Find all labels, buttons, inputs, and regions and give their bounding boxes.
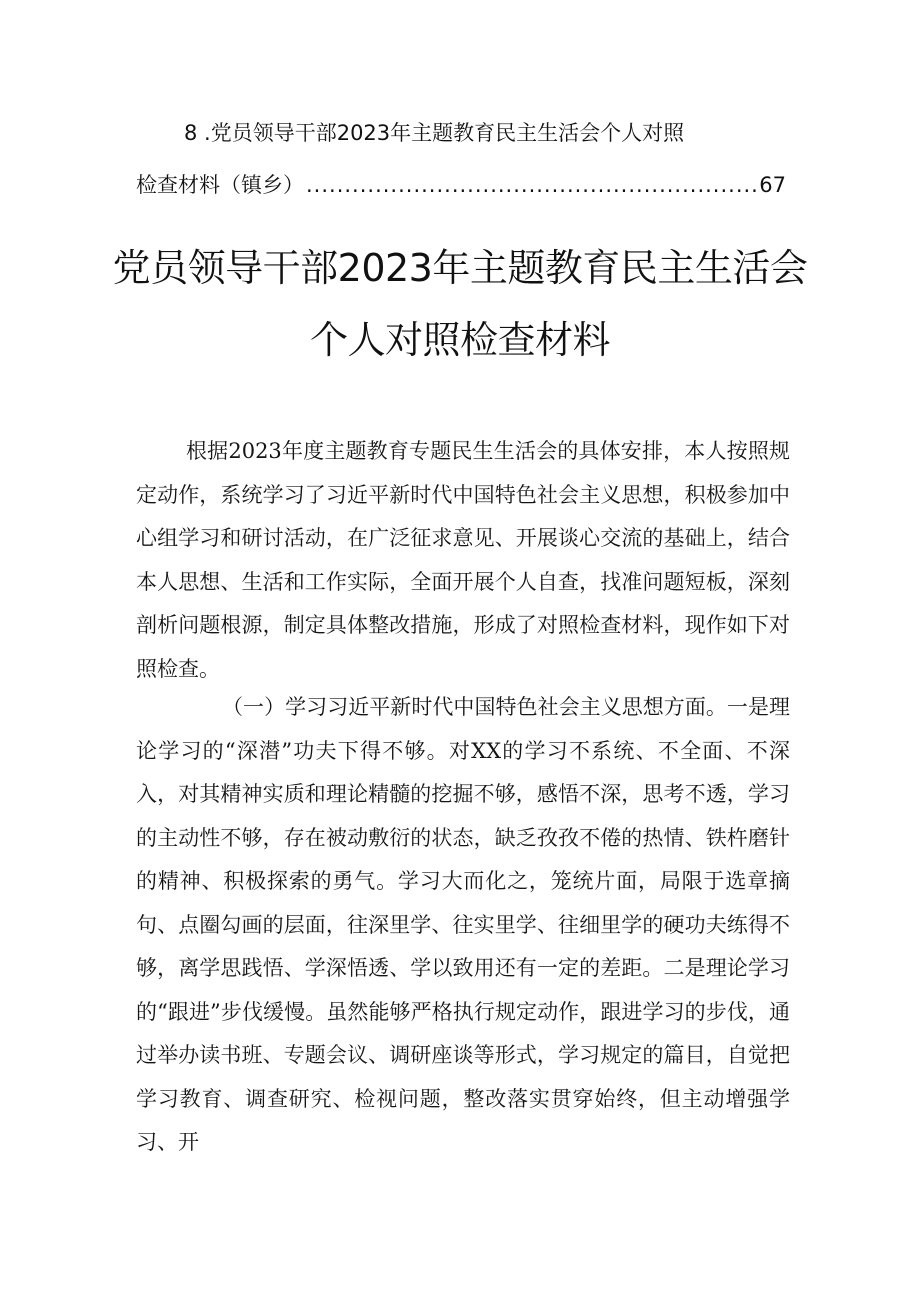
document-title-line-1: 党员领导干部2023年主题教育民主生活会 [112, 246, 808, 290]
document-title-line-2: 个人对照检查材料 [309, 318, 610, 362]
body-paragraph-section-1: （一）学习习近平新时代中国特色社会主义思想方面。一是理论学习的“深潜”功夫下得不够。对XX的学习不系统、不全面、不深入，对其精神实质和理论精髓的挖掘不够，感悟不深，思考不透，学习的主动性不够，存在被动敷衍的状态，缺乏孜孜不倦的热情、铁杵磨针的精神、积极探索的勇气。学习大而化之，笼统片面，局限于选章摘句、点圈勾画的层面，往深里学、往实里学、往细里学的硬功夫练得不够，离学思践悟、学深悟透、学以致用还有一定的差距。二是理论学习的“跟进”步伐缓慢。虽然能够严格执行规定动作，跟进学习的步伐，通过举办读书班、专题会议、调研座谈等形式，学习规定的篇目，自觉把学习教育、调查研究、检视问题，整改落实贯穿始终，但主动增强学习、开 [136, 695, 790, 1154]
toc-entry-title: 8 .党员领导干部2023年主题教育民主生活会个人对照 [184, 121, 685, 145]
body-paragraph-intro: 根据2023年度主题教育专题民生生活会的具体安排，本人按照规定动作，系统学习了习近平新时代中国特色社会主义思想，积极参加中心组学习和研讨活动，在广泛征求意见、开展谈心交流的基础上，结合本人思想、生活和工作实际，全面开展个人自查，找准问题短板，深刻剖析问题根源，制定具体整改措施，形成了对照检查材料，现作如下对照检查。 [136, 439, 790, 681]
toc-entry-continuation [136, 170, 786, 200]
toc-entry-title-continued: 检查材料（镇乡） [136, 173, 304, 197]
toc-entry-line [136, 118, 786, 148]
toc-leader-dots [306, 170, 757, 200]
toc-page-number: 67 [759, 173, 786, 197]
